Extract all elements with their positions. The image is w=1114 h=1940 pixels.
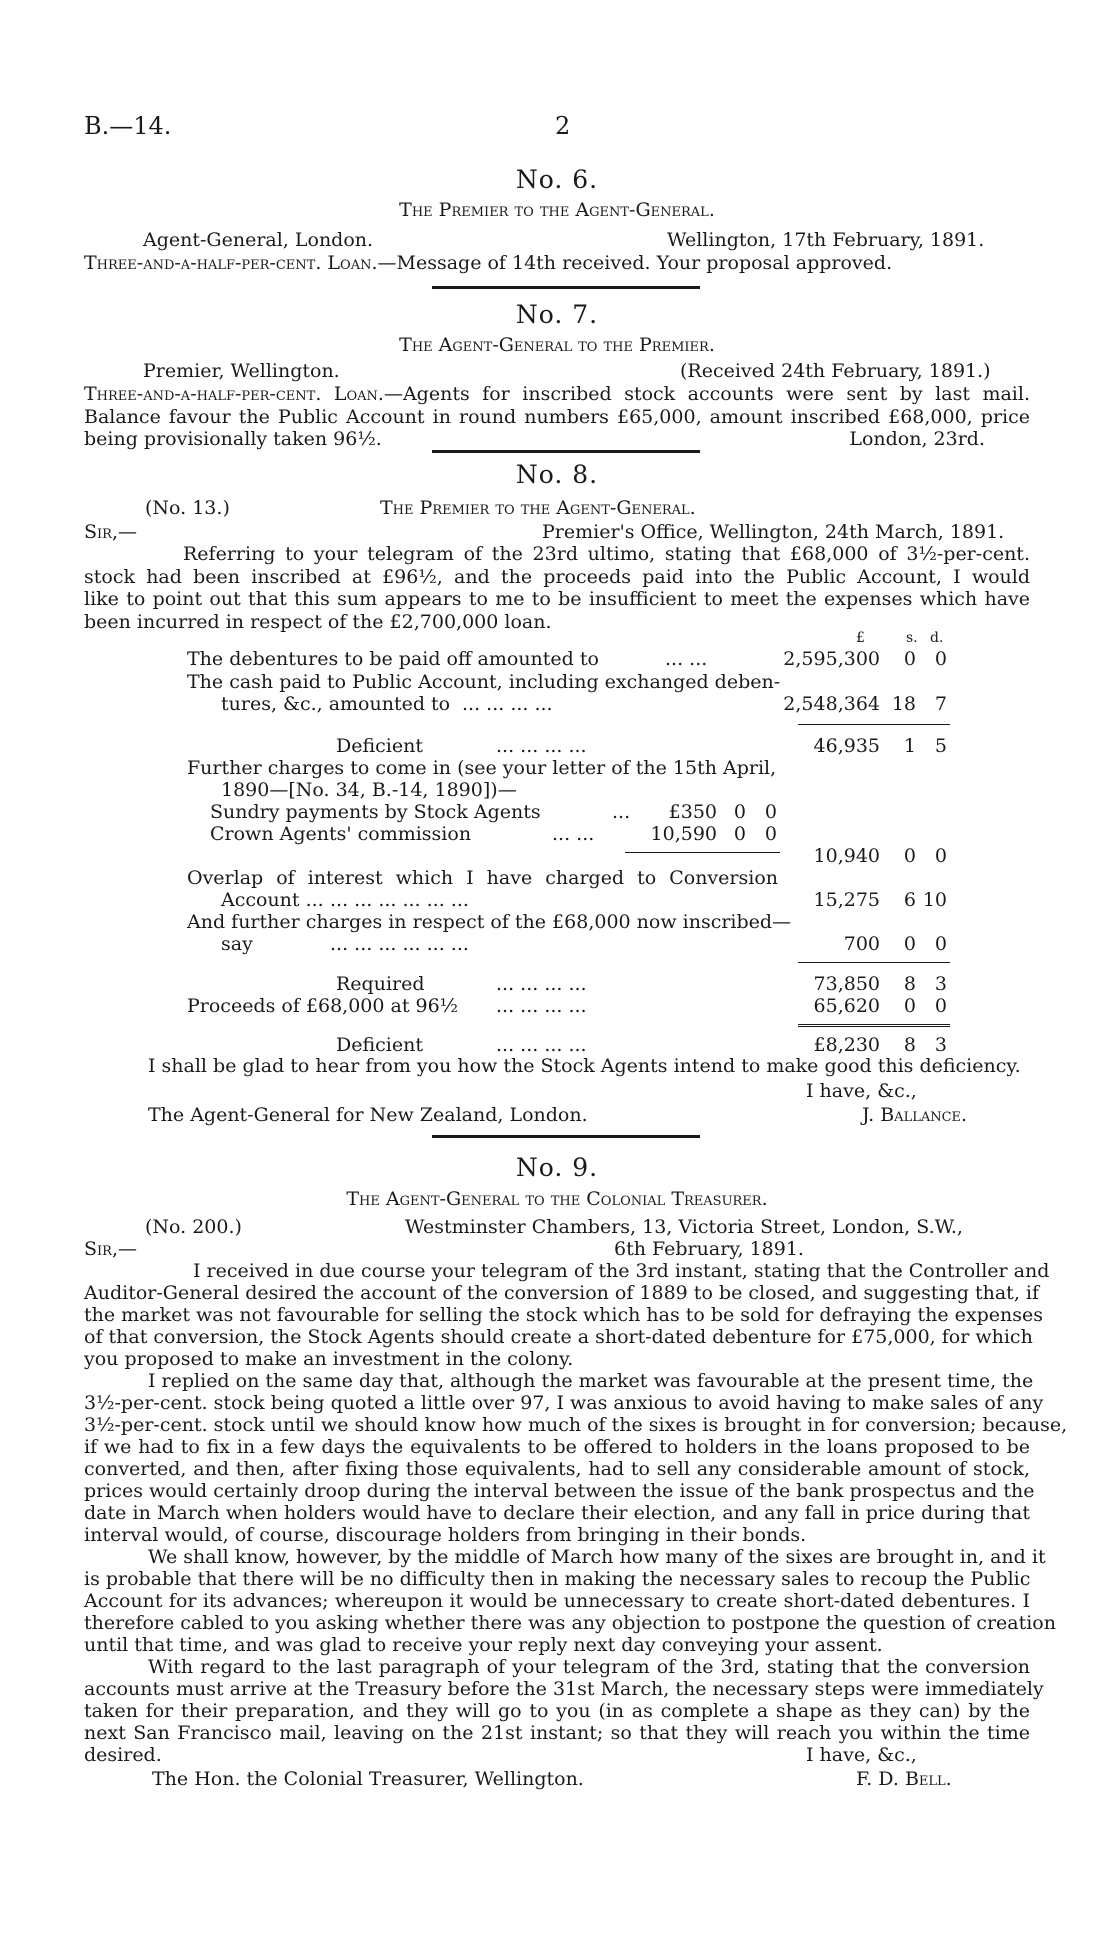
document-reference: B.—14. [84,112,172,140]
no9-address-line1: Westminster Chambers, 13, Victoria Street, London, S.W., [405,1216,963,1238]
amount-pence: 0 [934,933,947,955]
no9-para-line: you proposed to make an investment in the colony. [84,1348,574,1370]
amount-pence: 5 [934,735,947,757]
table-row-dots: ... ... ... ... [496,973,587,995]
no6-subject: Three-and-a-half-per-cent. Loan. [84,252,378,274]
no6-addressee: Agent-General, London. [143,229,374,251]
col-head-pence: d. [930,630,944,646]
section-divider [432,1135,700,1138]
no8-para-line: Referring to your telegram of the 23rd ultimo, stating that £68,000 of 3½-per-cent. [183,543,1030,565]
no9-para-line: I replied on the same day that, although the market was favourable at the present time, the [148,1370,1034,1392]
amount-shillings: 0 [733,823,746,845]
no9-subtitle: The Agent-General to the Colonial Treasurer. [346,1188,768,1210]
sum-rule [798,962,950,963]
table-row-label: Deficient [336,1034,423,1056]
no9-title: No. 9. [515,1153,599,1182]
no9-para-line: 3½-per-cent. stock being quoted a little over 97, I was anxious to avoid having to make sales of any [84,1392,1044,1414]
no9-para-line: is probable that there will be no difficulty then in making the necessary sales to recoup the Public [84,1568,1031,1590]
amount-shillings: 0 [903,933,916,955]
no8-salutation: Sir,— [84,521,137,543]
table-row-label: say [221,933,253,955]
no7-subtitle: The Agent-General to the Premier. [399,334,715,356]
table-row-label: Deficient [336,735,423,757]
amount-pence: 0 [764,823,777,845]
table-row-label: Crown Agents' commission [210,823,472,845]
sum-rule [798,724,950,725]
table-row-label: The debentures to be paid off amounted to [187,648,599,670]
no9-para-line: 3½-per-cent. stock until we should know how much of the sixes is brought in for conversion; because, [84,1414,1068,1436]
amount-pounds: 15,275 [813,889,880,911]
no9-para-line: accounts must arrive at the Treasury before the 31st March, the necessary steps were immediately [84,1678,1044,1700]
no6-place-date: Wellington, 17th February, 1891. [667,229,985,251]
no7-received: (Received 24th February, 1891.) [680,360,991,382]
amount-shillings: 0 [733,801,746,823]
table-row-dots: ... [612,801,631,823]
table-row-label: Further charges to come in (see your letter of the 15th April, [187,757,777,779]
table-row-dots: ... ... ... ... [496,1034,587,1056]
amount-shillings: 0 [903,995,916,1017]
amount-pounds: £8,230 [813,1034,880,1056]
no9-para-line: therefore cabled to you asking whether there was any objection to postpone the question of creation [84,1612,1056,1634]
amount-pence: 0 [934,648,947,670]
no8-closing: I shall be glad to hear from you how the Stock Agents intend to make good this deficiency. [148,1055,1021,1077]
amount-pence: 3 [934,1034,947,1056]
table-row-dots: ... ... ... ... [496,735,587,757]
no9-para-line: I received in due course your telegram of the 3rd instant, stating that the Controller and [193,1260,1050,1282]
section-divider [432,450,700,453]
no9-para-line: With regard to the last paragraph of your telegram of the 3rd, stating that the conversion [148,1656,1030,1678]
no8-signature: J. Ballance. [862,1104,968,1126]
no6-body [84,252,892,274]
amount-pounds: 73,850 [813,973,880,995]
no8-para-line: stock had been inscribed at £96½, and the proceeds paid into the Public Account, I would [84,566,1030,588]
amount-pounds: £350 [668,801,717,823]
table-row-label: Sundry payments by Stock Agents [210,801,541,823]
no8-subtitle: The Premier to the Agent-General. [380,497,696,519]
amount-pence: 7 [934,693,947,715]
section-divider [432,286,700,289]
no9-para-line: if we had to fix in a few days the equivalents to be offered to holders in the loans proposed to be [84,1436,1030,1458]
amount-pounds: 10,940 [813,845,880,867]
no8-addressee: The Agent-General for New Zealand, London. [148,1104,588,1126]
table-row-dots: ... ... ... ... ... ... [330,889,469,911]
no8-title: No. 8. [515,460,599,489]
page-number: 2 [555,112,571,140]
amount-shillings: 8 [903,1034,916,1056]
table-row-label: tures, &c., amounted to [221,693,451,715]
no9-para-line: next San Francisco mail, leaving on the 21st instant; so that they will reach you within the time [84,1722,1030,1744]
no7-line2: Balance favour the Public Account in round numbers £65,000, amount inscribed £68,000, price [84,406,1030,428]
amount-shillings: 0 [903,648,916,670]
no7-body-line1 [84,383,1030,405]
col-head-pounds: £ [856,630,865,646]
amount-shillings: 8 [903,973,916,995]
amount-pounds: 700 [843,933,880,955]
amount-pounds: 10,590 [650,823,717,845]
table-row-dots: ... ... ... ... ... ... [330,933,469,955]
table-row-label: Proceeds of £68,000 at 96½ [187,995,459,1017]
amount-pence: 0 [934,995,947,1017]
amount-pounds: 2,595,300 [783,648,880,670]
amount-pence: 3 [934,973,947,995]
no9-salutation: Sir,— [84,1238,137,1260]
amount-pounds: 2,548,364 [783,693,880,715]
table-row-label: The cash paid to Public Account, including exchanged deben- [187,671,781,693]
table-row-label: 1890—[No. 34, B.-14, 1890])— [221,779,517,801]
no9-signature: F. D. Bell. [856,1768,952,1790]
no9-para-line: Auditor-General desired the account of the conversion of 1889 to be closed, and suggesting that, if [84,1282,1040,1304]
table-row-dots: ... ... [552,823,595,845]
table-row-dots: ... ... [665,648,708,670]
table-row-dots: ... ... ... ... [496,995,587,1017]
amount-pounds: 46,935 [813,735,880,757]
no7-addressee: Premier, Wellington. [143,360,340,382]
col-head-shillings: s. [906,630,918,646]
no9-para-line: the market was not favourable for selling the stock which has to be sold for defraying the expenses [84,1304,1043,1326]
no9-address-line2: 6th February, 1891. [614,1238,804,1260]
amount-shillings: 0 [903,845,916,867]
table-row-dots: ... ... ... ... [462,693,553,715]
no7-line1: —Agents for inscribed stock accounts were sent by last mail. [383,383,1030,405]
no9-ihave: I have, &c., [806,1744,917,1766]
no8-place-date: Premier's Office, Wellington, 24th March, 1891. [542,521,1005,543]
no7-signoff: London, 23rd. [849,428,985,450]
no9-para-line: of that conversion, the Stock Agents should create a short-dated debenture for £75,000, for which [84,1326,1033,1348]
no6-title: No. 6. [515,165,599,194]
no9-para-line: converted, and then, after fixing those equivalents, had to sell any considerable amount of stock, [84,1458,1030,1480]
sum-rule [798,1026,950,1027]
table-row-label: Account ... [221,889,324,911]
no8-ihave: I have, &c., [806,1080,917,1102]
no9-para-line: until that time, and was glad to receive your reply next day conveying your assent. [84,1634,883,1656]
no9-para-line: date in March when holders would have to declare their election, and any fall in price during that [84,1502,1030,1524]
no9-para-line: prices would certainly droop during the interval between the issue of the bank prospectus and the [84,1480,1035,1502]
no9-para-line: interval would, of course, discourage holders from bringing in their bonds. [84,1524,807,1546]
no6-subtitle: The Premier to the Agent-General. [399,199,715,221]
no9-para-line: We shall know, however, by the middle of March how many of the sixes are brought in, and it [148,1546,1046,1568]
no8-ref: (No. 13.) [145,497,230,519]
no8-para-line: like to point out that this sum appears to me to be insufficient to meet the expenses which have [84,588,1030,610]
no9-para-line: taken for their preparation, and they will go to you (in as complete a shape as they can) by the [84,1700,1030,1722]
amount-pence: 10 [922,889,947,911]
table-row-label: Overlap of interest which I have charged to Conversion [187,867,778,889]
amount-pounds: 65,620 [813,995,880,1017]
amount-shillings: 18 [891,693,916,715]
no9-para-line: Account for its advances; whereupon it would be unnecessary to create short-dated debentures. I [84,1590,1030,1612]
table-row-label: Required [336,973,425,995]
sum-rule [798,1024,950,1025]
amount-pence: 0 [764,801,777,823]
no9-para-line: desired. [84,1744,162,1766]
amount-shillings: 6 [903,889,916,911]
no9-addressee: The Hon. the Colonial Treasurer, Wellington. [152,1768,584,1790]
sum-rule [625,852,780,853]
no7-subject: Three-and-a-half-per-cent. Loan. [84,383,384,405]
no7-title: No. 7. [515,300,599,329]
no9-ref: (No. 200.) [145,1216,242,1238]
no7-line3: being provisionally taken 96½. [84,428,382,450]
no8-para-line: been incurred in respect of the £2,700,000 loan. [84,611,552,633]
amount-pence: 0 [934,845,947,867]
amount-shillings: 1 [903,735,916,757]
table-row-label: And further charges in respect of the £68,000 now inscribed— [187,911,792,933]
no6-text: —Message of 14th received. Your proposal approved. [377,252,893,274]
